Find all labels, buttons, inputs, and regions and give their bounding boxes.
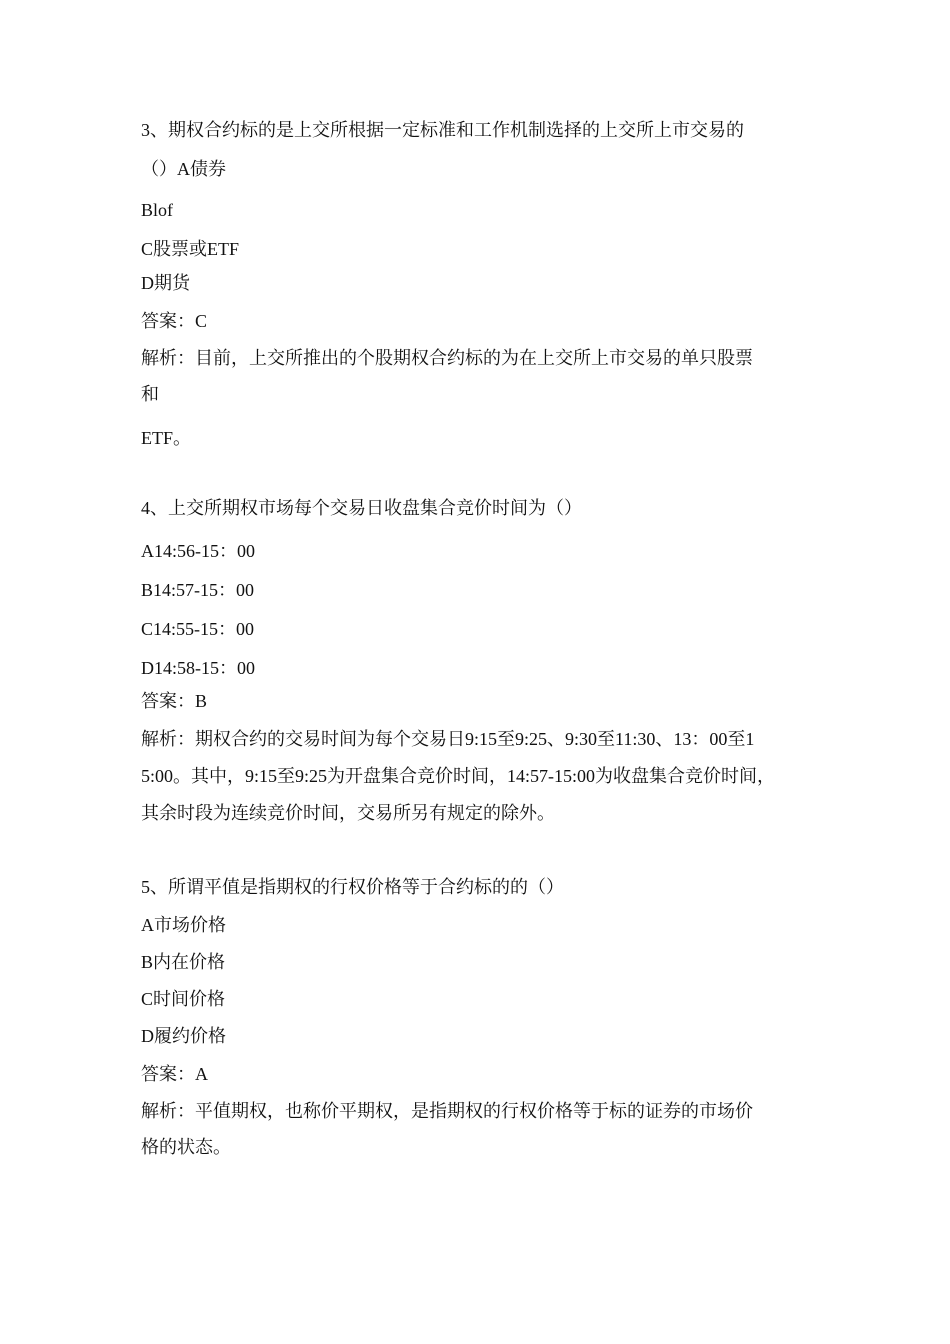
question-5-option-b: B内在价格 [141, 952, 226, 972]
question-4-explanation-line-2: 5:00。其中，9:15至9:25为开盘集合竞价时间，14:57-15:00为收盘集合竞价时间， [141, 766, 775, 786]
question-4-option-b: B14:57-15：00 [141, 580, 255, 600]
question-5-answer: 答案：A [141, 1064, 208, 1084]
question-3-stem-line-1: 3、期权合约标的是上交所根据一定标准和工作机制选择的上交所上市交易的 [141, 120, 744, 140]
question-3-explanation-line-3: ETF。 [141, 428, 192, 448]
question-5-stem: 5、所谓平值是指期权的行权价格等于合约标的的（） [141, 877, 564, 897]
question-5-option-c: C时间价格 [141, 989, 226, 1009]
question-3-option-d: D期货 [141, 273, 190, 293]
question-4-option-c: C14:55-15：00 [141, 619, 255, 639]
question-4-answer: 答案：B [141, 691, 208, 711]
question-4-option-a: A14:56-15：00 [141, 541, 255, 561]
question-5-option-a: A市场价格 [141, 915, 226, 935]
question-4-stem: 4、上交所期权市场每个交易日收盘集合竞价时间为（） [141, 498, 582, 518]
question-5-explanation-line-2: 格的状态。 [141, 1137, 231, 1157]
question-3-option-b: Blof [141, 200, 174, 220]
question-4-explanation-line-1: 解析：期权合约的交易时间为每个交易日9:15至9:25、9:30至11:30、13：00至1 [141, 729, 755, 749]
question-3-option-c: C股票或ETF [141, 239, 240, 259]
question-3-stem-line-2: （）A债券 [141, 159, 226, 179]
question-3-answer: 答案：C [141, 311, 208, 331]
question-5-explanation-line-1: 解析：平值期权，也称价平期权，是指期权的行权价格等于标的证券的市场价 [141, 1101, 753, 1121]
question-4-explanation-line-3: 其余时段为连续竞价时间，交易所另有规定的除外。 [141, 803, 555, 823]
question-5-option-d: D履约价格 [141, 1026, 226, 1046]
question-3-explanation-line-2: 和 [141, 384, 159, 404]
question-3-explanation-line-1: 解析：目前，上交所推出的个股期权合约标的为在上交所上市交易的单只股票 [141, 348, 753, 368]
question-4-option-d: D14:58-15：00 [141, 658, 255, 678]
